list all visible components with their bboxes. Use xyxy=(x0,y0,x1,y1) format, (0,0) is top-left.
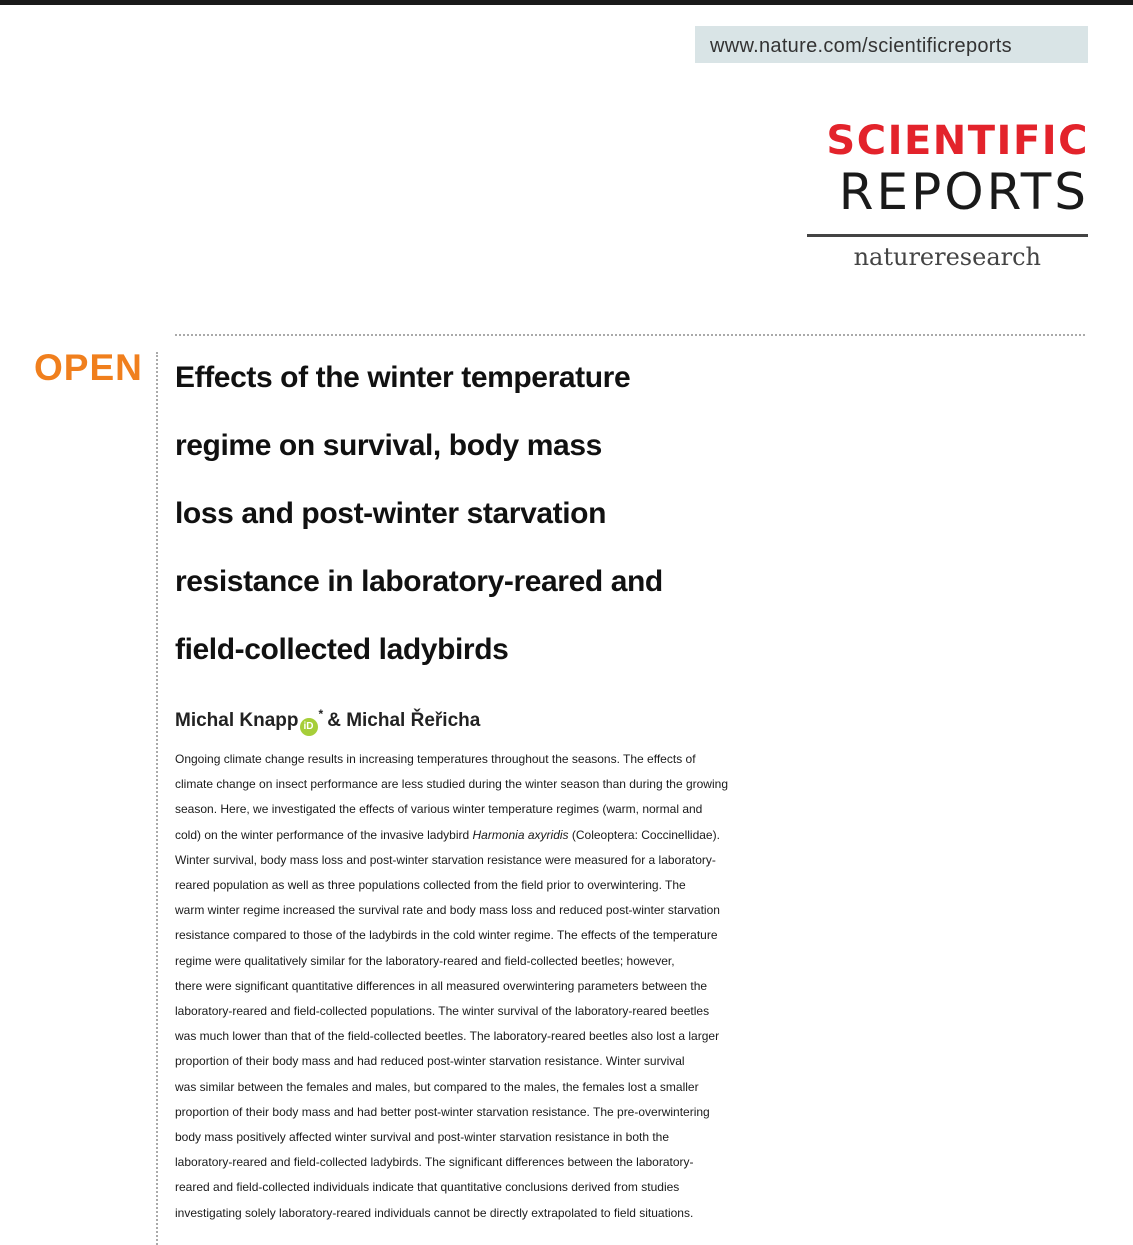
publisher-logo: natureresearch xyxy=(853,243,1041,271)
author-list xyxy=(175,700,480,736)
abstract-line: laboratory-reared and field-collected ladybirds. The significant differences between the laboratory- xyxy=(175,1155,694,1170)
logo-reports: REPORTS xyxy=(838,163,1089,221)
abstract-line: was much lower than that of the field-collected beetles. The laboratory-reared beetles also lost a larger xyxy=(175,1029,720,1044)
title-line: loss and post-winter starvation xyxy=(175,497,607,530)
article-title xyxy=(175,344,1095,684)
header-separator xyxy=(175,334,1085,336)
abstract-line: was similar between the females and males, but compared to the males, the females lost a smaller xyxy=(175,1079,699,1094)
top-rule xyxy=(0,0,1133,5)
title-line: field-collected ladybirds xyxy=(175,633,509,666)
abstract-line: proportion of their body mass and had better post-winter starvation resistance. The pre-overwintering xyxy=(175,1104,710,1119)
abstract-line: cold) on the winter performance of the invasive ladybird Harmonia axyridis (Coleoptera: Coccinellidae). xyxy=(175,827,720,842)
abstract-line: body mass positively affected winter survival and post-winter starvation resistance in both the xyxy=(175,1130,670,1145)
title-line: regime on survival, body mass xyxy=(175,429,602,462)
journal-url[interactable]: www.nature.com/scientificreports xyxy=(695,26,1088,63)
abstract-line: reared population as well as three populations collected from the field prior to overwintering. The xyxy=(175,878,686,893)
abstract-line: regime were qualitatively similar for the laboratory-reared and field-collected beetles; however, xyxy=(175,953,675,968)
abstract-line: resistance compared to those of the ladybirds in the cold winter regime. The effects of the temperature xyxy=(175,928,718,943)
abstract-line: investigating solely laboratory-reared individuals cannot be directly extrapolated to field situations. xyxy=(175,1205,694,1220)
margin-separator xyxy=(156,352,158,1245)
open-access-label: OPEN xyxy=(34,347,143,388)
abstract-line: climate change on insect performance are less studied during the winter season than during the growing xyxy=(175,777,728,792)
journal-logo xyxy=(806,118,1089,220)
abstract-line: Ongoing climate change results in increasing temperatures throughout the seasons. The effects of xyxy=(175,752,696,766)
abstract xyxy=(175,747,1095,1226)
title-line: resistance in laboratory-reared and xyxy=(175,565,663,598)
orcid-icon[interactable]: iD xyxy=(300,718,318,736)
abstract-line: there were significant quantitative differences in all measured overwintering parameters between the xyxy=(175,978,708,993)
abstract-line: reared and field-collected individuals indicate that quantitative conclusions derived from studies xyxy=(175,1180,680,1195)
title-line: Effects of the winter temperature xyxy=(175,361,631,394)
author-name[interactable]: Michal Řeřicha xyxy=(346,710,481,731)
author-separator: & xyxy=(327,710,341,731)
author-name[interactable]: Michal Knapp xyxy=(175,710,299,731)
abstract-line: proportion of their body mass and had reduced post-winter starvation resistance. Winter survival xyxy=(175,1054,685,1069)
logo-divider xyxy=(807,234,1088,237)
species-name: Harmonia axyridis xyxy=(472,827,569,842)
abstract-line: Winter survival, body mass loss and post-winter starvation resistance were measured for a laboratory- xyxy=(175,852,716,867)
abstract-line: season. Here, we investigated the effects of various winter temperature regimes (warm, normal and xyxy=(175,802,703,817)
logo-scientific: SCIENTIFIC xyxy=(826,118,1089,164)
abstract-line: laboratory-reared and field-collected populations. The winter survival of the laboratory-reared beetles xyxy=(175,1004,710,1019)
abstract-line: warm winter regime increased the survival rate and body mass loss and reduced post-winter starvation xyxy=(175,903,720,918)
corresponding-marker: * xyxy=(318,707,324,721)
